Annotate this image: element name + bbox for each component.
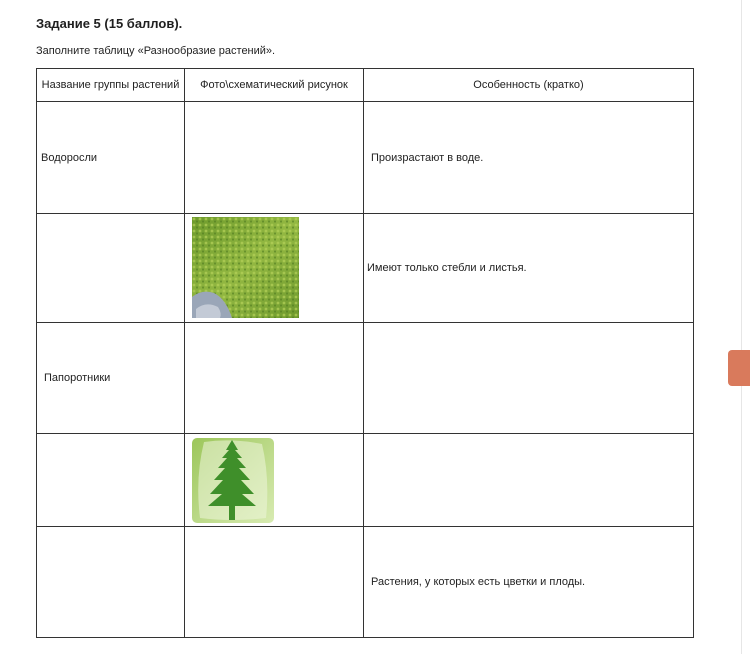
task-instruction: Заполните таблицу «Разнообразие растений». (36, 45, 276, 57)
page-edge-divider (741, 0, 742, 654)
table-row (37, 323, 694, 434)
cell-photo[interactable] (185, 214, 364, 323)
cell-feature[interactable]: Имеют только стебли и листья. (364, 214, 694, 323)
conifer-tree-icon (192, 438, 274, 523)
cell-group-name[interactable]: Водоросли (37, 102, 185, 214)
header-feature: Особенность (кратко) (364, 69, 694, 102)
cell-feature[interactable] (364, 323, 694, 434)
cell-photo[interactable] (185, 527, 364, 638)
task-title: Задание 5 (15 баллов). (36, 16, 183, 31)
cell-feature[interactable] (364, 434, 694, 527)
moss-photo (192, 217, 299, 318)
table-row (37, 527, 694, 638)
cell-photo[interactable] (185, 323, 364, 434)
cell-group-name[interactable] (37, 527, 185, 638)
cell-group-name[interactable] (37, 434, 185, 527)
cell-photo[interactable] (185, 102, 364, 214)
table-row (37, 214, 694, 323)
chat-tab-button[interactable] (728, 350, 750, 386)
plants-table (36, 68, 694, 638)
table-row (37, 102, 694, 214)
cell-group-name[interactable]: Папоротники (37, 323, 185, 434)
table-header-row (37, 69, 694, 102)
cell-photo[interactable] (185, 434, 364, 527)
cell-feature[interactable]: Растения, у которых есть цветки и плоды. (364, 527, 694, 638)
header-photo: Фото\схематический рисунок (185, 69, 364, 102)
cell-group-name[interactable] (37, 214, 185, 323)
header-group-name: Название группы растений (37, 69, 185, 102)
cell-feature[interactable]: Произрастают в воде. (364, 102, 694, 214)
table-row (37, 434, 694, 527)
